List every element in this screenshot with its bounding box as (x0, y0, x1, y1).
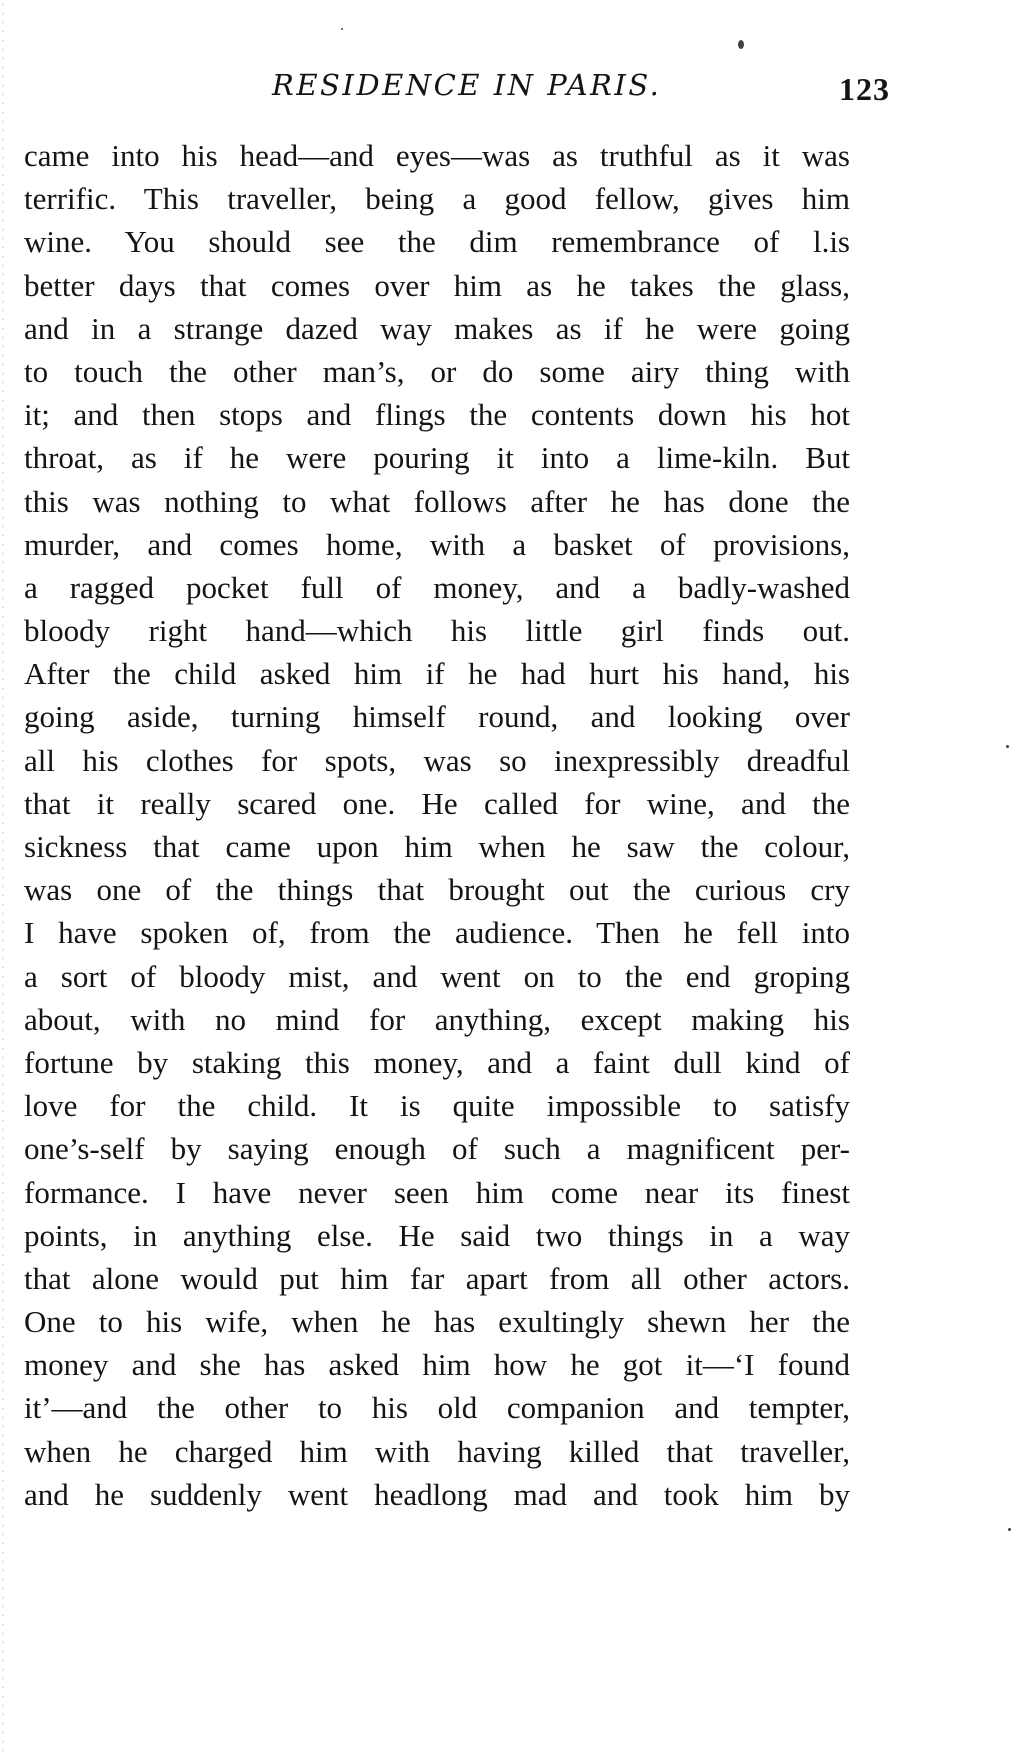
text-line: One to his wife, when he has exultingly shewn her the (24, 1304, 850, 1340)
text-line: going aside, turning himself round, and looking over (24, 699, 850, 735)
text-line: when he charged him with having killed that traveller, (24, 1433, 850, 1469)
ink-speck (738, 40, 744, 49)
text-line: I have spoken of, from the audience. Then he fell into (24, 915, 850, 951)
running-head (24, 60, 974, 110)
text-line: came into his head—and eyes—was as truthful as it was (24, 138, 850, 173)
text-line: one’s-self by saying enough of such a magnificent per- (24, 1131, 850, 1167)
text-line: that it really scared one. He called for wine, and the (24, 785, 850, 821)
text-line: to touch the other man’s, or do some airy thing with (24, 353, 850, 389)
text-line: a ragged pocket full of money, and a badly-washed (24, 569, 850, 605)
text-line: bloody right hand—which his little girl finds out. (24, 613, 850, 649)
text-line: money and she has asked him how he got it—‘I found (24, 1347, 850, 1383)
text-line: and in a strange dazed way makes as if he were going (24, 310, 850, 346)
text-line: it; and then stops and flings the contents down his hot (24, 397, 850, 433)
page-edge-marks (0, 0, 6, 1757)
text-line: about, with no mind for anything, except making his (24, 1001, 850, 1037)
text-line: a sort of bloody mist, and went on to the end groping (24, 958, 850, 994)
text-line: After the child asked him if he had hurt his hand, his (24, 656, 850, 692)
text-line: murder, and comes home, with a basket of provisions, (24, 526, 850, 562)
text-line: it’—and the other to his old companion and tempter, (24, 1390, 850, 1426)
ink-speck (341, 28, 343, 30)
text-line: and he suddenly went headlong mad and took him by (24, 1476, 850, 1512)
text-line: wine. You should see the dim remembrance of l.is (24, 224, 850, 260)
text-line: that alone would put him far apart from all other actors. (24, 1260, 850, 1296)
text-line: love for the child. It is quite impossible to satisfy (24, 1088, 850, 1124)
text-line: fortune by staking this money, and a faint dull kind of (24, 1044, 850, 1080)
text-line: this was nothing to what follows after he has done the (24, 483, 850, 519)
text-line: terrific. This traveller, being a good fellow, gives him (24, 181, 850, 217)
text-line: points, in anything else. He said two things in a way (24, 1217, 850, 1253)
text-line: was one of the things that brought out the curious cry (24, 872, 850, 908)
running-title: RESIDENCE IN PARIS. (272, 68, 662, 102)
text-line: throat, as if he were pouring it into a lime-kiln. But (24, 440, 850, 476)
text-line: sickness that came upon him when he saw the colour, (24, 829, 850, 864)
body-text (24, 134, 850, 1516)
ink-speck (1006, 745, 1009, 748)
ink-speck (1008, 1528, 1011, 1531)
text-line: formance. I have never seen him come near its finest (24, 1174, 850, 1210)
text-line: all his clothes for spots, was so inexpressibly dreadful (24, 742, 850, 778)
text-line: better days that comes over him as he takes the glass, (24, 267, 850, 303)
page-number: 123 (839, 71, 890, 107)
